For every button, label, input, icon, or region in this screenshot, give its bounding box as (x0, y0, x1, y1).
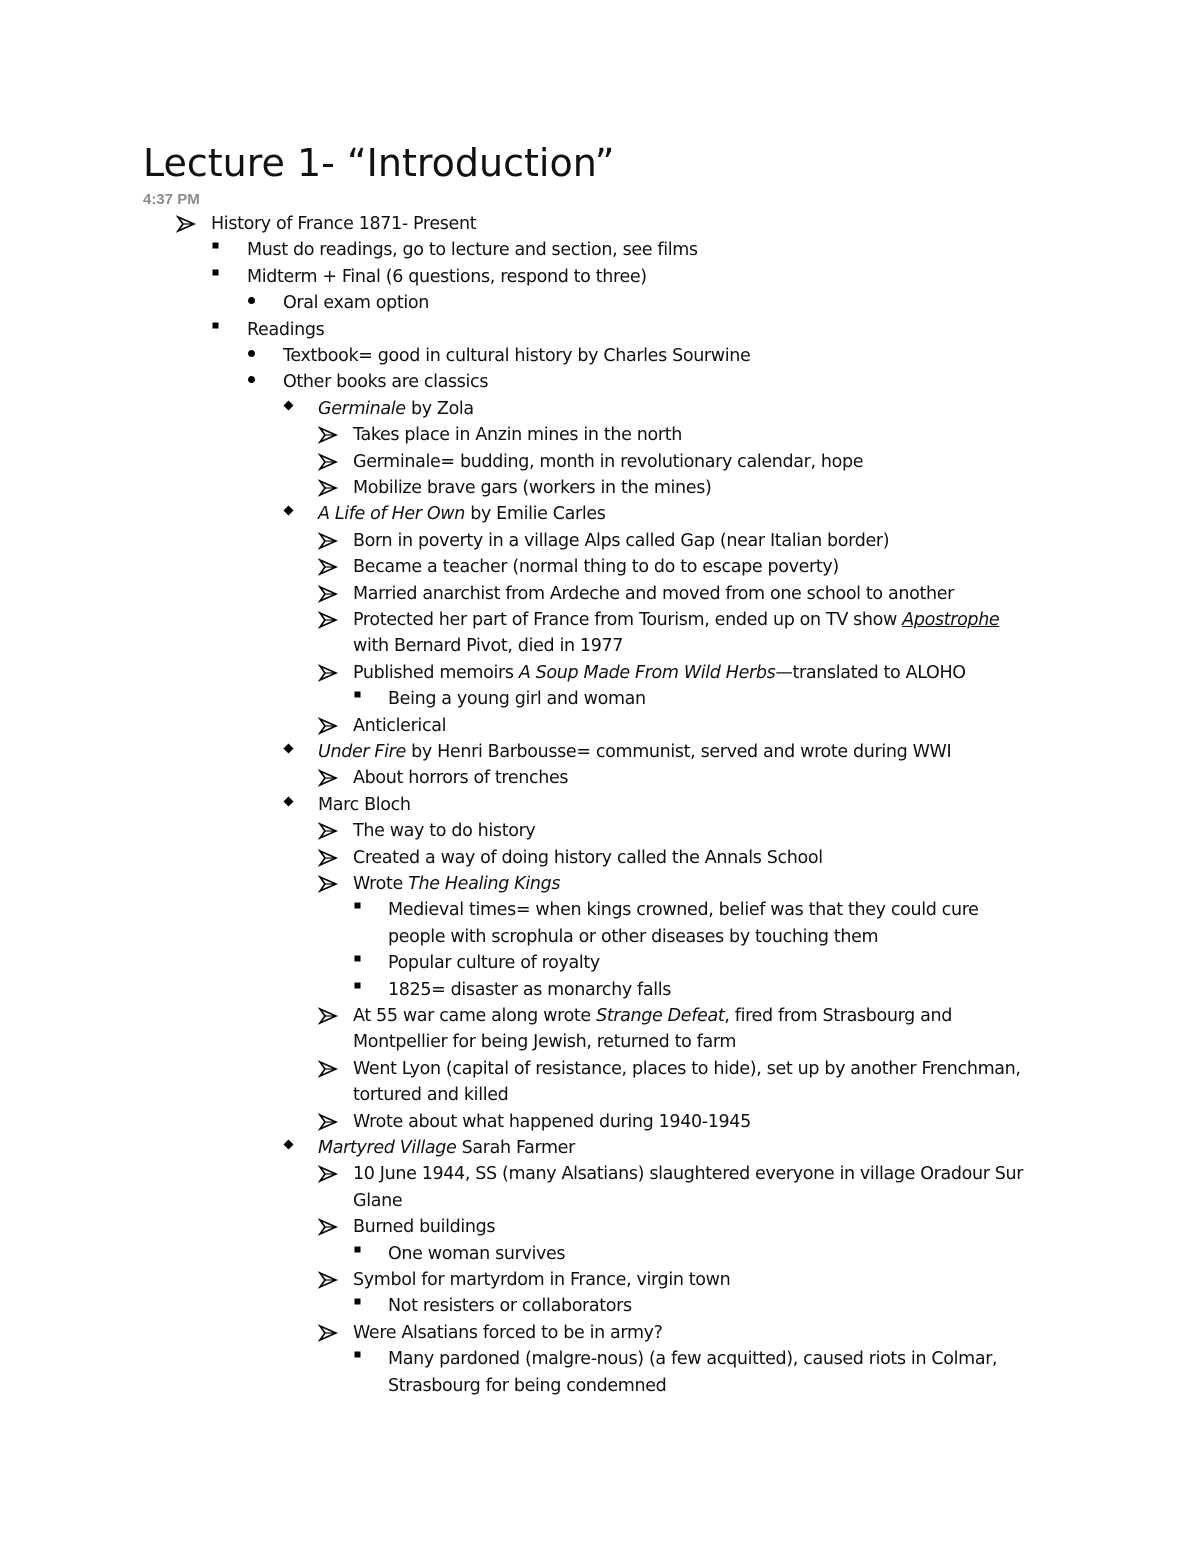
note-line (0, 897, 1200, 923)
note-timestamp: 4:37 PM (143, 191, 200, 208)
text-segment: by Zola (405, 398, 474, 419)
italic-title: A Soup Made From Wild Herbs (518, 662, 776, 683)
note-line (0, 1109, 1200, 1135)
text-segment: Sarah Farmer (456, 1138, 575, 1158)
note-text (247, 237, 698, 263)
note-line (0, 1161, 1200, 1187)
note-text (353, 1214, 495, 1240)
note-line (0, 1214, 1200, 1240)
note-line (0, 449, 1200, 475)
note-text (283, 369, 488, 395)
note-text (388, 1241, 565, 1267)
text-segment: Popular culture of royalty (388, 953, 600, 974)
text-segment: Published memoirs (353, 662, 519, 683)
note-text (388, 897, 979, 923)
text-segment: , fired from Strasbourg and (724, 1006, 952, 1026)
note-line (0, 1188, 1200, 1214)
note-text (353, 528, 889, 554)
text-segment: Many pardoned (malgre-nous) (a few acquitted), caused riots in Colmar, (388, 1349, 998, 1370)
text-segment: Born in poverty in a village Alps called Gap (near Italian border) (353, 530, 890, 551)
note-line (0, 554, 1200, 580)
note-text (353, 633, 623, 659)
note-text (353, 765, 568, 791)
note-text (388, 924, 878, 950)
note-text (353, 581, 954, 607)
note-line (0, 1346, 1200, 1372)
note-line (0, 686, 1200, 712)
note-text (353, 1029, 736, 1055)
text-segment: Medieval times= when kings crowned, belief was that they could cure (388, 900, 979, 921)
text-segment: Were Alsatians forced to be in army? (353, 1322, 663, 1343)
text-segment: Strasbourg for being condemned (388, 1375, 667, 1396)
note-text (318, 739, 951, 765)
note-line (0, 1003, 1200, 1029)
italic-title: The Healing Kings (408, 874, 561, 894)
note-text (353, 818, 535, 844)
note-text (353, 1056, 1021, 1082)
text-segment: Other books are classics (283, 372, 489, 393)
note-line (0, 1135, 1200, 1161)
text-segment: Married anarchist from Ardeche and moved from one school to another (353, 583, 954, 604)
note-text (353, 871, 560, 897)
note-line (0, 871, 1200, 897)
note-line (0, 501, 1200, 527)
note-text (247, 264, 647, 290)
note-line (0, 528, 1200, 554)
text-segment: Anticlerical (353, 715, 447, 736)
note-line (0, 422, 1200, 448)
note-line (0, 581, 1200, 607)
note-line (0, 1320, 1200, 1346)
text-segment: Glane (353, 1190, 403, 1211)
text-segment: by Emilie Carles (464, 504, 606, 525)
note-text (388, 1293, 632, 1319)
note-line (0, 396, 1200, 422)
italic-title: Strange Defeat (596, 1006, 725, 1026)
note-line (0, 343, 1200, 369)
note-line (0, 1293, 1200, 1319)
text-segment: One woman survives (388, 1243, 566, 1264)
text-segment: Readings (247, 319, 325, 340)
text-segment: tortured and killed (353, 1085, 509, 1106)
note-text (247, 317, 324, 343)
note-text (353, 1082, 508, 1108)
text-segment: Being a young girl and woman (388, 689, 646, 710)
note-text (353, 713, 446, 739)
note-text (318, 501, 606, 527)
note-text (388, 686, 646, 712)
note-line (0, 1082, 1200, 1108)
note-line (0, 633, 1200, 659)
note-text (353, 607, 999, 633)
text-segment: Protected her part of France from Tourism, ended up on TV show (353, 610, 903, 630)
text-segment: Takes place in Anzin mines in the north (353, 425, 682, 446)
note-line (0, 369, 1200, 395)
text-segment: Not resisters or collaborators (388, 1296, 632, 1317)
text-segment: Midterm + Final (6 questions, respond to three) (247, 266, 647, 287)
note-line (0, 792, 1200, 818)
text-segment: 1825= disaster as monarchy falls (388, 979, 672, 1000)
text-segment: Must do readings, go to lecture and section, see films (247, 240, 698, 261)
note-line (0, 237, 1200, 263)
text-segment: History of France 1871- Present (211, 214, 477, 234)
note-line (0, 765, 1200, 791)
note-line (0, 607, 1200, 633)
note-line (0, 739, 1200, 765)
note-text (353, 660, 966, 686)
text-segment: Symbol for martyrdom in France, virgin town (353, 1270, 731, 1290)
text-segment: Marc Bloch (318, 794, 411, 815)
note-line (0, 1267, 1200, 1293)
note-text (388, 1373, 666, 1399)
note-text (318, 396, 474, 422)
italic-title: Martyred Village (318, 1138, 457, 1158)
note-text (353, 1320, 663, 1346)
note-line (0, 950, 1200, 976)
text-segment: The way to do history (353, 821, 536, 842)
text-segment: Wrote about what happened during 1940-1945 (353, 1111, 751, 1132)
text-segment: At 55 war came along wrote (353, 1006, 597, 1026)
note-line (0, 1029, 1200, 1055)
note-line (0, 713, 1200, 739)
text-segment: with Bernard Pivot, died in 1977 (353, 636, 624, 657)
italic-title: Under Fire (318, 742, 406, 762)
note-text (353, 1161, 1023, 1187)
note-text (353, 1267, 730, 1293)
note-line (0, 475, 1200, 501)
text-segment: Mobilize brave gars (workers in the mines) (353, 478, 712, 498)
text-segment: Wrote (353, 874, 409, 894)
note-text (318, 1135, 575, 1161)
note-text (353, 449, 863, 475)
note-text (388, 977, 671, 1003)
note-text (353, 422, 682, 448)
text-segment: people with scrophula or other diseases by touching them (388, 926, 879, 947)
underlined-title: Apostrophe (902, 610, 1000, 630)
note-text (388, 1346, 997, 1372)
note-line (0, 818, 1200, 844)
text-segment: 10 June 1944, SS (many Alsatians) slaughtered everyone in village Oradour Sur (353, 1164, 1024, 1185)
note-line (0, 1373, 1200, 1399)
text-segment: Oral exam option (283, 293, 430, 314)
note-line (0, 1241, 1200, 1267)
note-text (353, 1188, 402, 1214)
text-segment: Went Lyon (capital of resistance, places to hide), set up by another Frenchman, (353, 1058, 1021, 1079)
text-segment: Montpellier for being Jewish, returned to farm (353, 1032, 737, 1053)
text-segment: About horrors of trenches (353, 768, 569, 789)
text-segment: Burned buildings (353, 1217, 496, 1238)
note-text (211, 211, 476, 237)
italic-title: Germinale (318, 398, 406, 419)
text-segment: Became a teacher (normal thing to do to escape poverty) (353, 557, 839, 578)
note-text (353, 845, 823, 871)
text-segment: Created a way of doing history called the Annals School (353, 847, 823, 868)
note-line (0, 264, 1200, 290)
note-line (0, 290, 1200, 316)
text-segment: by Henri Barbousse= communist, served and wrote during WWI (405, 742, 952, 762)
text-segment: Germinale= budding, month in revolutionary calendar, hope (353, 451, 864, 472)
note-text (353, 554, 839, 580)
note-line (0, 317, 1200, 343)
note-text (353, 1003, 952, 1029)
italic-title: A Life of Her Own (318, 504, 465, 525)
note-line (0, 924, 1200, 950)
note-text (283, 290, 429, 316)
note-line (0, 1056, 1200, 1082)
note-text (283, 343, 750, 369)
note-line (0, 211, 1200, 237)
page-title: Lecture 1- “Introduction” (143, 141, 615, 185)
note-line (0, 845, 1200, 871)
note-line (0, 977, 1200, 1003)
note-text (388, 950, 600, 976)
note-text (353, 475, 711, 501)
note-text (353, 1109, 751, 1135)
note-text (318, 792, 411, 818)
text-segment: —translated to ALOHO (775, 662, 966, 683)
note-line (0, 660, 1200, 686)
text-segment: Textbook= good in cultural history by Charles Sourwine (283, 346, 751, 366)
